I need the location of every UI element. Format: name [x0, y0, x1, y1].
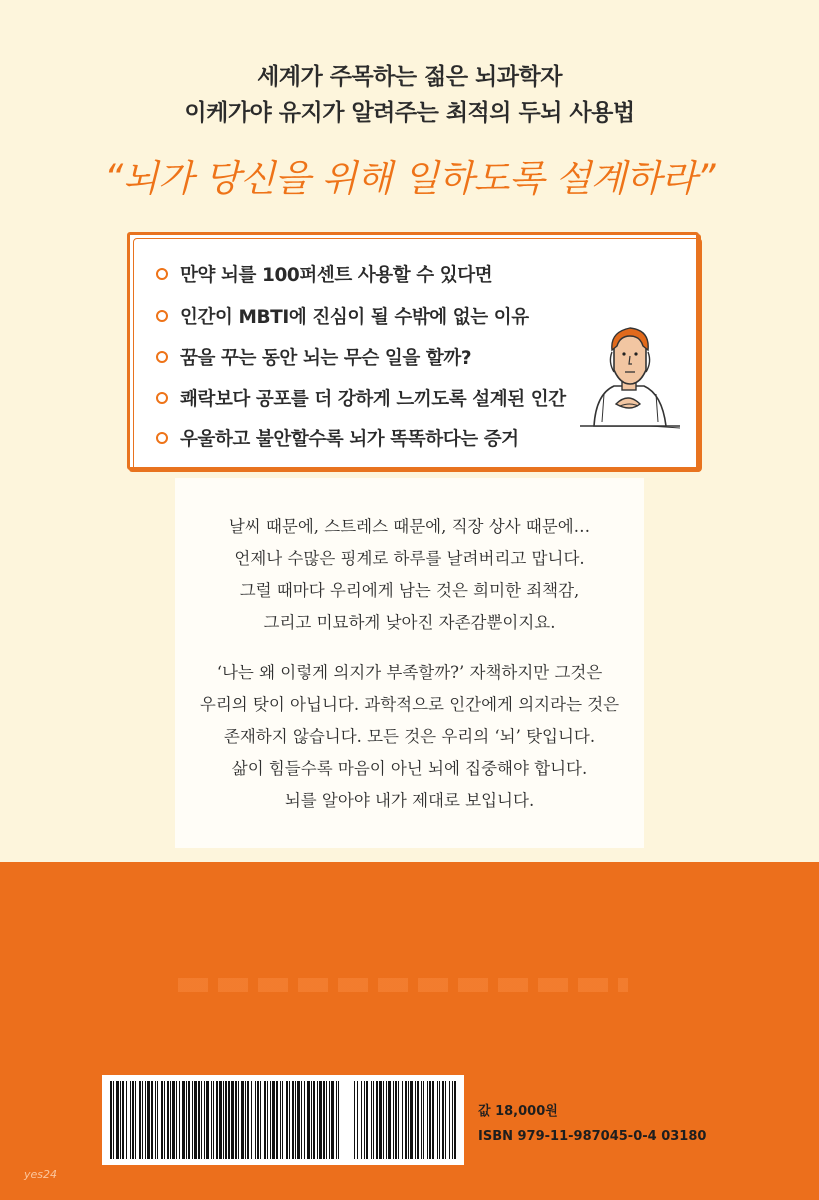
bullet-circle-icon: [156, 432, 168, 444]
description-line: ‘나는 왜 이렇게 의지가 부족할까?’ 자책하지만 그것은: [216, 663, 603, 682]
checklist-item-text: 만약 뇌를 100퍼센트 사용할 수 있다면: [180, 265, 493, 286]
description-line: 존재하지 않습니다. 모든 것은 우리의 ‘뇌’ 탓입니다.: [223, 727, 596, 746]
description-line: 우리의 탓이 아닙니다. 과학적으로 인간에게 의지라는 것은: [199, 695, 620, 714]
bullet-circle-icon: [156, 351, 168, 363]
faint-band-texture: [178, 978, 628, 992]
checklist-item-text: 꿈을 꾸는 동안 뇌는 무슨 일을 할까?: [180, 348, 472, 369]
description-line: 삶이 힘들수록 마음이 아닌 뇌에 집중해야 합니다.: [231, 759, 588, 778]
description-line: 언제나 수많은 핑계로 하루를 날려버리고 맙니다.: [234, 549, 585, 568]
headline-line-2: 이케가야 유지가 알려주는 최적의 두뇌 사용법: [184, 100, 635, 126]
headline-line-1: 세계가 주목하는 젊은 뇌과학자: [257, 64, 562, 90]
bullet-circle-icon: [156, 268, 168, 280]
bullet-circle-icon: [156, 392, 168, 404]
watermark: yes24: [24, 1168, 58, 1181]
thinking-man-illustration-icon: [580, 322, 680, 434]
checklist-item-text: 쾌락보다 공포를 더 강하게 느끼도록 설계된 인간: [180, 389, 566, 410]
description-line: 그리고 미묘하게 낮아진 자존감뿐이지요.: [263, 613, 556, 632]
price-label: 값 18,000원: [478, 1104, 558, 1119]
bullet-circle-icon: [156, 310, 168, 322]
barcode-icon: [102, 1075, 464, 1165]
description-line: 날씨 때문에, 스트레스 때문에, 직장 상사 때문에…: [228, 517, 591, 536]
description-line: 뇌를 알아야 내가 제대로 보입니다.: [284, 791, 535, 810]
checklist-item-text: 우울하고 불안할수록 뇌가 똑똑하다는 증거: [180, 429, 519, 450]
description-line: 그럴 때마다 우리에게 남는 것은 희미한 죄책감,: [239, 581, 580, 600]
quote-title: “뇌가 당신을 위해 일하도록 설계하라”: [103, 157, 715, 200]
barcode: [102, 1075, 464, 1165]
isbn-label: ISBN 979-11-987045-0-4 03180: [478, 1129, 707, 1144]
checklist-item-text: 인간이 MBTI에 진심이 될 수밖에 없는 이유: [180, 307, 529, 328]
